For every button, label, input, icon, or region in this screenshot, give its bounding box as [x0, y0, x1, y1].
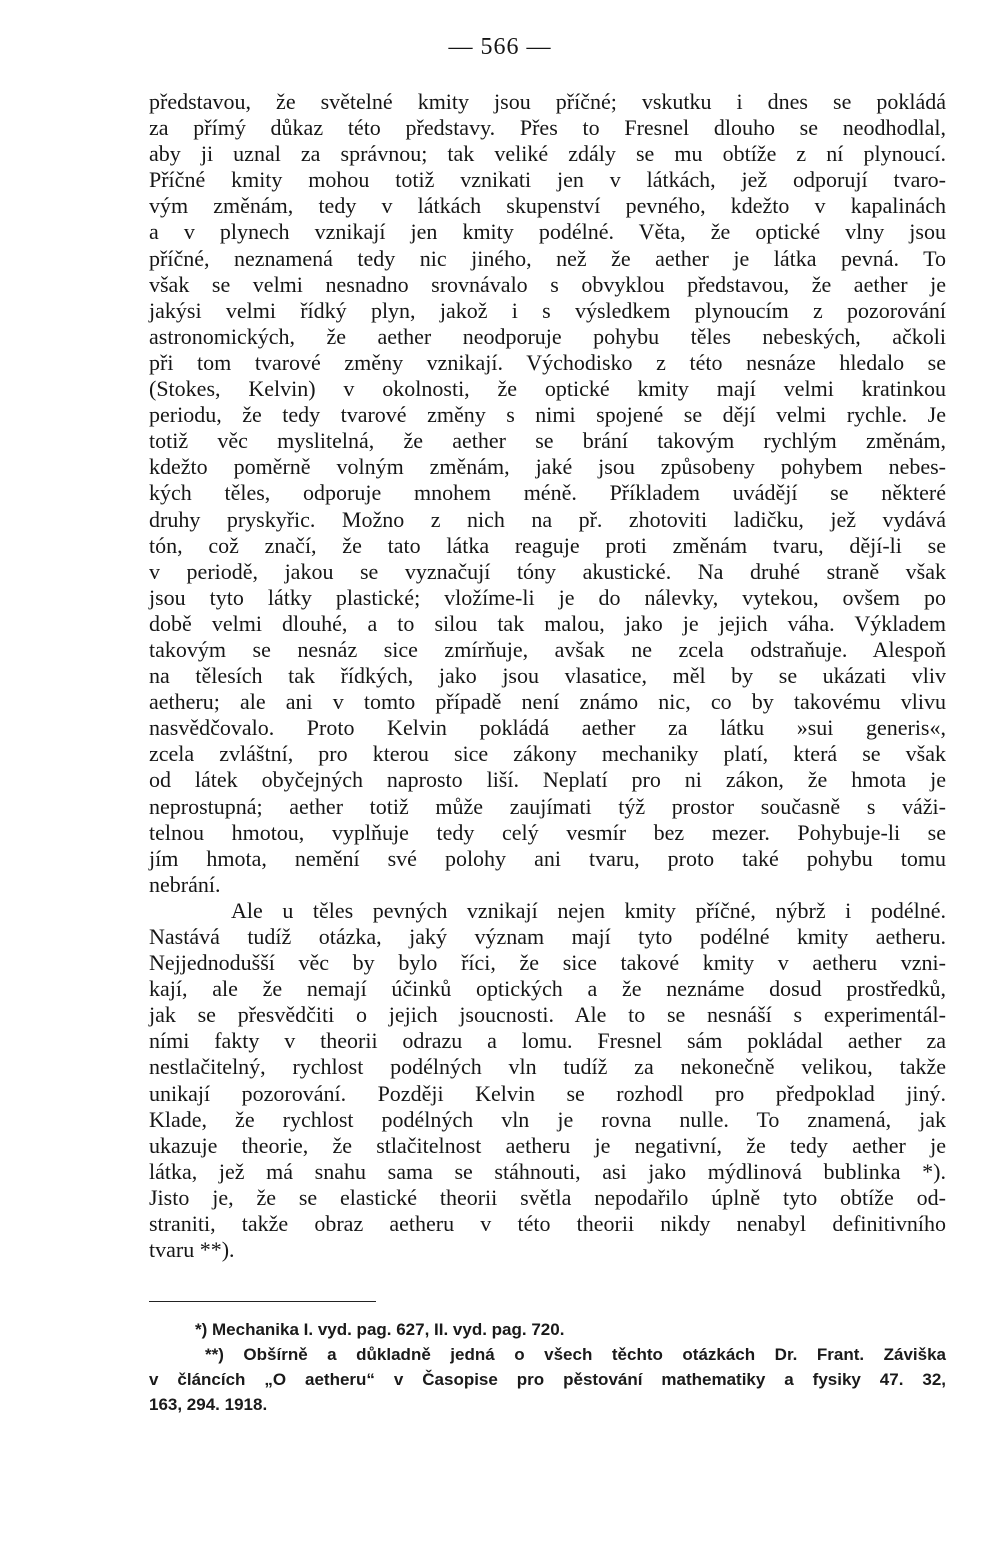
text-line: telnou hmotou, vyplňuje tedy celý vesmír bez mezer. Pohybuje-li se	[149, 819, 946, 845]
text-line: Příčné kmity mohou totiž vznikati jen v látkách, jež odporují tvaro-	[149, 167, 946, 193]
text-line: periodu, že tedy tvarové změny s nimi spojené se dějí velmi rychle. Je	[149, 402, 946, 428]
text-line: představou, že světelné kmity jsou příčné; vskutku i dnes se pokládá	[149, 89, 946, 114]
text-line: totiž věc myslitelná, že aether se brání takovým rychlým změnám,	[149, 428, 946, 454]
footnote	[149, 1342, 946, 1417]
body-text	[149, 89, 946, 1263]
paragraph	[149, 89, 946, 898]
text-line: Nejjednodušší věc by bylo říci, že sice takové kmity v aetheru vzni-	[149, 950, 946, 976]
text-line: astronomických, že aether neodporuje pohybu těles nebeských, ačkoli	[149, 323, 946, 349]
text-line: při tom tvarové změny vznikají. Východisko z této nesnáze hledalo se	[149, 349, 946, 375]
text-line: Nastává tudíž otázka, jaký význam mají tyto podélné kmity aetheru.	[149, 924, 946, 949]
text-line: (Stokes, Kelvin) v okolnosti, že optické kmity mají velmi kratinkou	[149, 376, 946, 402]
text-line: Jisto je, že se elastické theorii světla nepodařilo úplně tyto obtíže od-	[149, 1184, 946, 1210]
page-number: — 566 —	[448, 34, 552, 60]
text-line: aby ji uznal za správnou; tak veliké zdály se mu obtíže z ní plynoucí.	[149, 141, 946, 167]
text-line: za přímý důkaz této představy. Přes to Fresnel dlouho se neodhodlal,	[149, 115, 946, 141]
text-line: nasvědčovalo. Proto Kelvin pokládá aether za látku »sui generis«,	[149, 715, 946, 741]
text-line: Klade, že rychlost podélných vln je rovna nulle. To znamená, jak	[149, 1106, 946, 1132]
text-line: příčné, neznamená tedy nic jiného, než že aether je látka pevná. To	[149, 245, 946, 271]
text-line: aetheru; ale ani v tomto případě není známo nic, co by takovému vlivu	[149, 689, 946, 715]
text-line: nestlačitelný, rychlost podélných vln tudíž za nekonečně velikou, takže	[149, 1054, 946, 1080]
text-line: tvaru **).	[149, 1237, 235, 1263]
footnote-line: v článcích „O aetheru“ v Časopise pro pěstování mathematiky a fysiky 47. 32,	[149, 1370, 946, 1389]
text-line: kají, ale že nemají účinků optických a že neznáme dosud prostředků,	[149, 976, 946, 1002]
text-line: jakýsi velmi řídký plyn, jakož i s výsledkem plynoucím z pozorování	[149, 297, 946, 323]
text-line: vým změnám, tedy v látkách skupenství pevného, kdežto v kapalinách	[149, 193, 946, 219]
text-line: straniti, takže obraz aetheru v této theorii nikdy nenabyl definitivního	[149, 1211, 946, 1237]
footnote-line: *) Mechanika I. vyd. pag. 627, II. vyd. pag. 720.	[195, 1320, 565, 1339]
text-line: ukazuje theorie, že stlačitelnost aetheru je negativní, že tedy aether je	[149, 1132, 946, 1158]
text-line: ními fakty v theorii odrazu a lomu. Fresnel sám pokládal aether za	[149, 1028, 946, 1054]
text-line: neprostupná; aether totiž může zaujímati týž prostor současně s váži-	[149, 793, 946, 819]
footnote-line: 163, 294. 1918.	[149, 1395, 268, 1414]
text-line: v periodě, jakou se vyznačují tóny akustické. Na druhé straně však	[149, 558, 946, 584]
text-line: zcela zvláštní, pro kterou sice zákony mechaniky platí, která se však	[149, 741, 946, 767]
text-line: látka, jež má snahu sama se stáhnouti, asi jako mýdlinová bublinka *).	[149, 1158, 946, 1184]
text-line: Ale u těles pevných vznikají nejen kmity příčné, nýbrž i podélné.	[231, 897, 946, 923]
text-line: druhy pryskyřic. Možno z nich na př. zhotoviti ladičku, jež vydává	[149, 506, 946, 532]
text-line: kdežto poměrně volným změnám, jaké jsou způsobeny pohybem nebes-	[149, 454, 946, 480]
text-line: a v plynech vznikají jen kmity podélné. Věta, že optické vlny jsou	[149, 219, 946, 245]
footnote-line: **) Obšírně a důkladně jedná o všech těchto otázkách Dr. Frant. Záviška	[205, 1345, 946, 1364]
footnote-divider	[149, 1301, 376, 1302]
text-line: jím hmota, nemění své polohy ani tvaru, proto také pohybu tomu	[149, 845, 946, 871]
text-line: jak se přesvědčiti o jejich jsoucnosti. Ale to se nesnáší s experimentál-	[149, 1002, 946, 1028]
text-line: od látek obyčejných naprosto liší. Neplatí pro ni zákon, že hmota je	[149, 767, 946, 793]
text-line: takovým se nesnáz sice zmírňuje, avšak ne zcela odstraňuje. Alespoň	[149, 636, 946, 662]
text-line: tón, což značí, že tato látka reaguje proti změnám tvaru, dějí-li se	[149, 532, 946, 558]
text-line: kých těles, odporuje mnohem méně. Příkladem uvádějí se některé	[149, 480, 946, 506]
text-line: na tělesích tak řídkých, jako jsou vlasatice, měl by se ukázati vliv	[149, 663, 946, 689]
text-line: nebrání.	[149, 871, 221, 897]
text-line: době velmi dlouhé, a to silou tak malou, jako je jejich váha. Výkladem	[149, 610, 946, 636]
text-line: unikají pozorování. Později Kelvin se rozhodl pro předpoklad jiný.	[149, 1080, 946, 1106]
footnotes	[149, 1317, 946, 1417]
paragraph	[149, 898, 946, 1263]
text-line: však se velmi nesnadno srovnávalo s obvyklou představou, že aether je	[149, 271, 946, 297]
text-line: jsou tyto látky plastické; vložíme-li je do nálevky, vytekou, ovšem po	[149, 584, 946, 610]
footnote	[149, 1317, 946, 1342]
